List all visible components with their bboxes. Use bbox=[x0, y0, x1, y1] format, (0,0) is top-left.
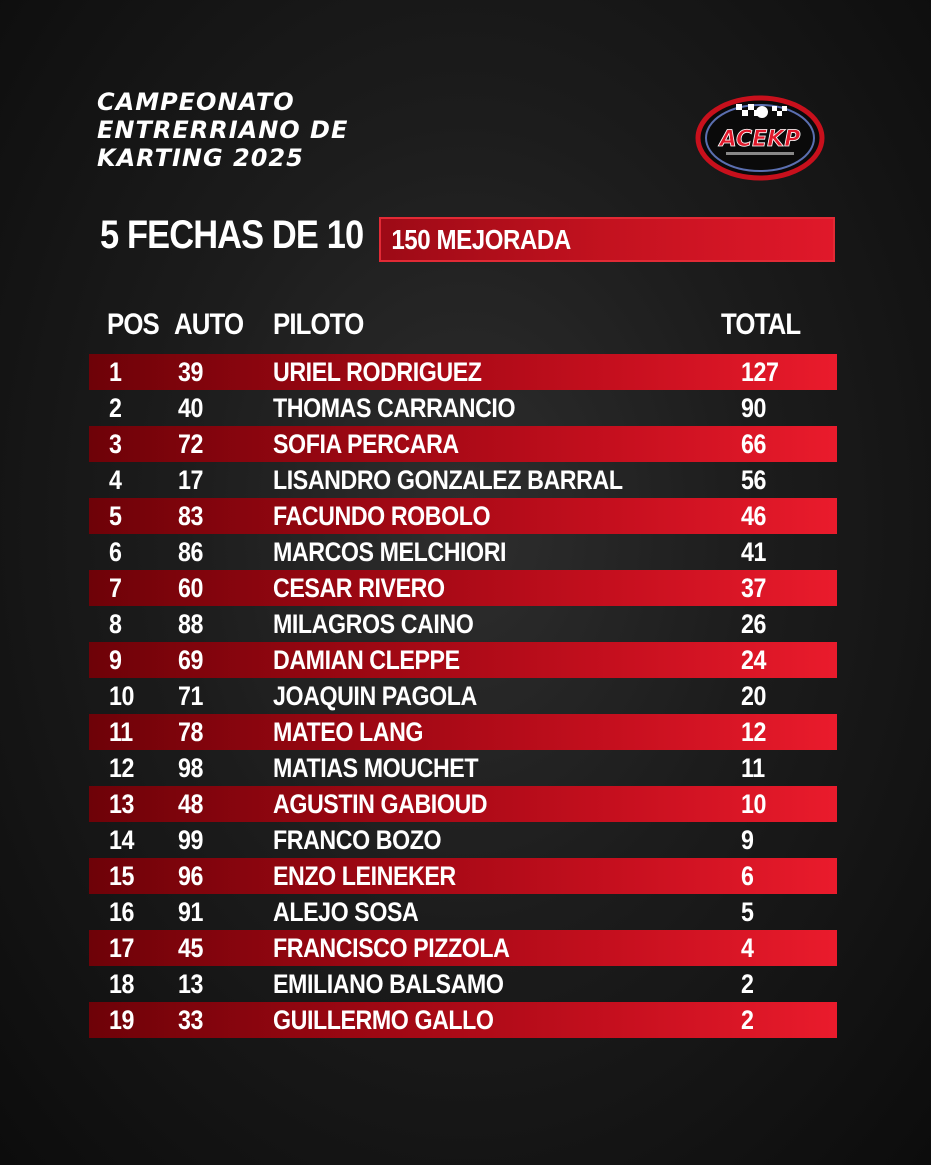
table-header bbox=[0, 308, 931, 344]
position-cell: 1 bbox=[109, 357, 122, 387]
position-cell: 4 bbox=[109, 465, 122, 495]
table-row bbox=[89, 750, 837, 786]
table-row bbox=[89, 498, 837, 534]
table-row bbox=[89, 390, 837, 426]
table-row bbox=[89, 714, 837, 750]
points-cell: 90 bbox=[741, 393, 766, 423]
rounds-subtitle: 5 FECHAS DE 10 bbox=[100, 213, 364, 257]
driver-name-cell: ENZO LEINEKER bbox=[273, 861, 456, 891]
points-cell: 41 bbox=[741, 537, 766, 567]
table-row bbox=[89, 354, 837, 390]
driver-name-cell: FACUNDO ROBOLO bbox=[273, 501, 491, 531]
position-cell: 17 bbox=[109, 933, 134, 963]
position-cell: 3 bbox=[109, 429, 122, 459]
position-cell: 14 bbox=[109, 825, 134, 855]
table-row bbox=[89, 426, 837, 462]
table-row bbox=[89, 822, 837, 858]
column-header-pos: POS bbox=[107, 308, 159, 341]
points-cell: 20 bbox=[741, 681, 766, 711]
points-cell: 127 bbox=[741, 357, 779, 387]
table-row bbox=[89, 570, 837, 606]
car-number-cell: 48 bbox=[178, 789, 203, 819]
position-cell: 13 bbox=[109, 789, 134, 819]
driver-name-cell: EMILIANO BALSAMO bbox=[273, 969, 504, 999]
points-cell: 2 bbox=[741, 969, 754, 999]
position-cell: 5 bbox=[109, 501, 122, 531]
position-cell: 12 bbox=[109, 753, 134, 783]
points-cell: 5 bbox=[741, 897, 754, 927]
driver-name-cell: DAMIAN CLEPPE bbox=[273, 645, 460, 675]
driver-name-cell: LISANDRO GONZALEZ BARRAL bbox=[273, 465, 623, 495]
driver-name-cell: THOMAS CARRANCIO bbox=[273, 393, 516, 423]
column-header-auto: AUTO bbox=[174, 308, 244, 341]
position-cell: 6 bbox=[109, 537, 122, 567]
category-banner bbox=[379, 217, 835, 262]
position-cell: 10 bbox=[109, 681, 134, 711]
position-cell: 7 bbox=[109, 573, 122, 603]
car-number-cell: 88 bbox=[178, 609, 203, 639]
car-number-cell: 96 bbox=[178, 861, 203, 891]
driver-name-cell: CESAR RIVERO bbox=[273, 573, 445, 603]
table-row bbox=[89, 930, 837, 966]
logo-text: ACEKP bbox=[719, 127, 801, 152]
points-cell: 24 bbox=[741, 645, 766, 675]
table-row bbox=[89, 1002, 837, 1038]
points-cell: 12 bbox=[741, 717, 766, 747]
position-cell: 18 bbox=[109, 969, 134, 999]
title-line: CAMPEONATO bbox=[97, 88, 295, 116]
car-number-cell: 13 bbox=[178, 969, 203, 999]
table-row bbox=[89, 786, 837, 822]
driver-name-cell: SOFIA PERCARA bbox=[273, 429, 459, 459]
table-row bbox=[89, 534, 837, 570]
driver-name-cell: MATEO LANG bbox=[273, 717, 424, 747]
points-cell: 66 bbox=[741, 429, 766, 459]
position-cell: 2 bbox=[109, 393, 122, 423]
car-number-cell: 91 bbox=[178, 897, 203, 927]
driver-name-cell: JOAQUIN PAGOLA bbox=[273, 681, 477, 711]
car-number-cell: 17 bbox=[178, 465, 203, 495]
points-cell: 6 bbox=[741, 861, 754, 891]
driver-name-cell: FRANCISCO PIZZOLA bbox=[273, 933, 510, 963]
championship-title bbox=[97, 88, 417, 172]
driver-name-cell: GUILLERMO GALLO bbox=[273, 1005, 494, 1035]
driver-name-cell: FRANCO BOZO bbox=[273, 825, 442, 855]
car-number-cell: 78 bbox=[178, 717, 203, 747]
title-line: KARTING 2025 bbox=[97, 144, 304, 172]
points-cell: 37 bbox=[741, 573, 766, 603]
car-number-cell: 39 bbox=[178, 357, 203, 387]
acekp-logo bbox=[692, 88, 828, 184]
car-number-cell: 33 bbox=[178, 1005, 203, 1035]
position-cell: 11 bbox=[109, 717, 133, 747]
position-cell: 15 bbox=[109, 861, 134, 891]
points-cell: 9 bbox=[741, 825, 754, 855]
points-cell: 4 bbox=[741, 933, 754, 963]
car-number-cell: 99 bbox=[178, 825, 203, 855]
car-number-cell: 40 bbox=[178, 393, 203, 423]
car-number-cell: 45 bbox=[178, 933, 203, 963]
category-label: 150 MEJORADA bbox=[391, 223, 571, 255]
car-number-cell: 69 bbox=[178, 645, 203, 675]
position-cell: 19 bbox=[109, 1005, 134, 1035]
title-line: ENTRERRIANO DE bbox=[97, 116, 349, 144]
position-cell: 16 bbox=[109, 897, 134, 927]
car-number-cell: 86 bbox=[178, 537, 203, 567]
column-header-piloto: PILOTO bbox=[273, 308, 364, 341]
table-row bbox=[89, 966, 837, 1002]
points-cell: 10 bbox=[741, 789, 766, 819]
table-row bbox=[89, 606, 837, 642]
position-cell: 8 bbox=[109, 609, 122, 639]
driver-name-cell: MARCOS MELCHIORI bbox=[273, 537, 507, 567]
table-row bbox=[89, 642, 837, 678]
points-cell: 2 bbox=[741, 1005, 754, 1035]
car-number-cell: 71 bbox=[178, 681, 203, 711]
driver-name-cell: AGUSTIN GABIOUD bbox=[273, 789, 488, 819]
points-cell: 56 bbox=[741, 465, 766, 495]
car-number-cell: 83 bbox=[178, 501, 203, 531]
table-row bbox=[89, 894, 837, 930]
column-header-total: TOTAL bbox=[721, 308, 801, 341]
table-row bbox=[89, 858, 837, 894]
points-cell: 46 bbox=[741, 501, 766, 531]
points-cell: 11 bbox=[741, 753, 765, 783]
car-number-cell: 60 bbox=[178, 573, 203, 603]
points-cell: 26 bbox=[741, 609, 766, 639]
car-number-cell: 98 bbox=[178, 753, 203, 783]
table-row bbox=[89, 678, 837, 714]
driver-name-cell: URIEL RODRIGUEZ bbox=[273, 357, 482, 387]
position-cell: 9 bbox=[109, 645, 122, 675]
car-number-cell: 72 bbox=[178, 429, 203, 459]
table-row bbox=[89, 462, 837, 498]
driver-name-cell: MILAGROS CAINO bbox=[273, 609, 474, 639]
driver-name-cell: ALEJO SOSA bbox=[273, 897, 419, 927]
driver-name-cell: MATIAS MOUCHET bbox=[273, 753, 479, 783]
